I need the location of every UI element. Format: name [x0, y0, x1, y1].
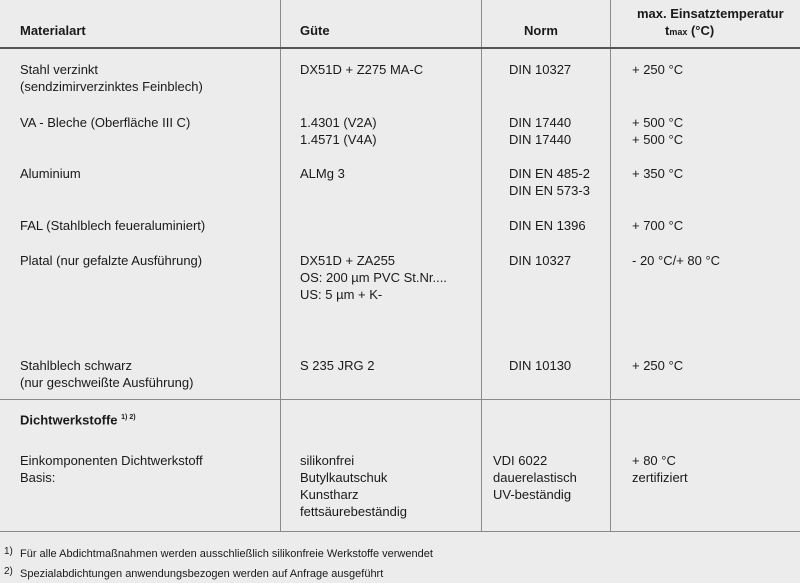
cell-norm: DIN 10327: [509, 62, 572, 77]
footnote-text: Spezialabdichtungen anwendungsbezogen werden auf Anfrage ausgeführt: [20, 568, 384, 580]
cell-grade: DX51D + Z275 MA-C: [300, 62, 424, 77]
header-material: Materialart: [20, 23, 86, 38]
cell-norm: DIN EN 485-2: [509, 166, 590, 181]
cell-material: FAL (Stahlblech feueraluminiert): [20, 218, 206, 233]
header-grade: Güte: [300, 23, 330, 38]
column-divider: [280, 0, 281, 532]
cell-grade: 1.4571 (V4A): [300, 132, 377, 147]
footnote: [4, 545, 433, 561]
cell-temp: + 700 °C: [632, 218, 684, 233]
cell-material: Platal (nur gefalzte Ausführung): [20, 253, 203, 268]
cell-norm: DIN 10327: [509, 253, 572, 268]
header-temp-unit: tmax (°C): [665, 23, 715, 38]
cell-material: Stahlblech schwarz: [20, 358, 132, 373]
cell-norm: DIN EN 573-3: [509, 183, 590, 198]
cell-temp: + 250 °C: [632, 62, 684, 77]
cell-grade: OS: 200 µm PVC St.Nr....: [300, 270, 447, 285]
header-temp: max. Einsatztemperatur: [637, 6, 784, 21]
cell-norm: DIN EN 1396: [509, 218, 586, 233]
sealing-norm: UV-beständig: [493, 487, 572, 502]
table-bottom-border: [0, 531, 800, 532]
sealing-grade: Kunstharz: [300, 487, 359, 502]
cell-grade: DX51D + ZA255: [300, 253, 396, 268]
sealing-grade: silikonfrei: [300, 453, 355, 468]
sealing-norm: VDI 6022: [493, 453, 548, 468]
sealing-material: Basis:: [20, 470, 56, 485]
sealing-temp: + 80 °C: [632, 453, 676, 468]
cell-material: (sendzimirverzinktes Feinblech): [20, 79, 203, 94]
footnote-mark: 2): [4, 566, 13, 577]
cell-grade: US: 5 µm + K-: [300, 287, 383, 302]
cell-grade: S 235 JRG 2: [300, 358, 375, 373]
sealing-title: Dichtwerkstoffe $^{1) 2)}$: [20, 412, 136, 428]
cell-norm: DIN 10130: [509, 358, 572, 373]
sealing-norm: dauerelastisch: [493, 470, 577, 485]
sealing-material: Einkomponenten Dichtwerkstoff: [20, 453, 203, 468]
sealing-temp: zertifiziert: [632, 470, 688, 485]
cell-grade: ALMg 3: [300, 166, 345, 181]
section-divider: [0, 399, 800, 400]
cell-material: Aluminium: [20, 166, 81, 181]
cell-temp: + 500 °C: [632, 115, 684, 130]
cell-material: VA - Bleche (Oberfläche III C): [20, 115, 191, 130]
cell-temp: - 20 °C/+ 80 °C: [632, 253, 721, 268]
footnote-mark: 1): [4, 546, 13, 557]
column-divider: [481, 0, 482, 532]
cell-temp: + 350 °C: [632, 166, 684, 181]
cell-norm: DIN 17440: [509, 132, 572, 147]
cell-norm: DIN 17440: [509, 115, 572, 130]
sealing-grade: fettsäurebeständig: [300, 504, 407, 519]
column-divider: [610, 0, 611, 532]
footnote: [4, 565, 383, 581]
cell-material: Stahl verzinkt: [20, 62, 99, 77]
cell-temp: + 500 °C: [632, 132, 684, 147]
footnote-text: Für alle Abdichtmaßnahmen werden ausschließlich silikonfreie Werkstoffe verwendet: [20, 548, 433, 560]
sealing-grade: Butylkautschuk: [300, 470, 388, 485]
cell-grade: 1.4301 (V2A): [300, 115, 377, 130]
header-norm: Norm: [524, 23, 558, 38]
cell-temp: + 250 °C: [632, 358, 684, 373]
cell-material: (nur geschweißte Ausführung): [20, 375, 194, 390]
header-divider: [0, 47, 800, 49]
